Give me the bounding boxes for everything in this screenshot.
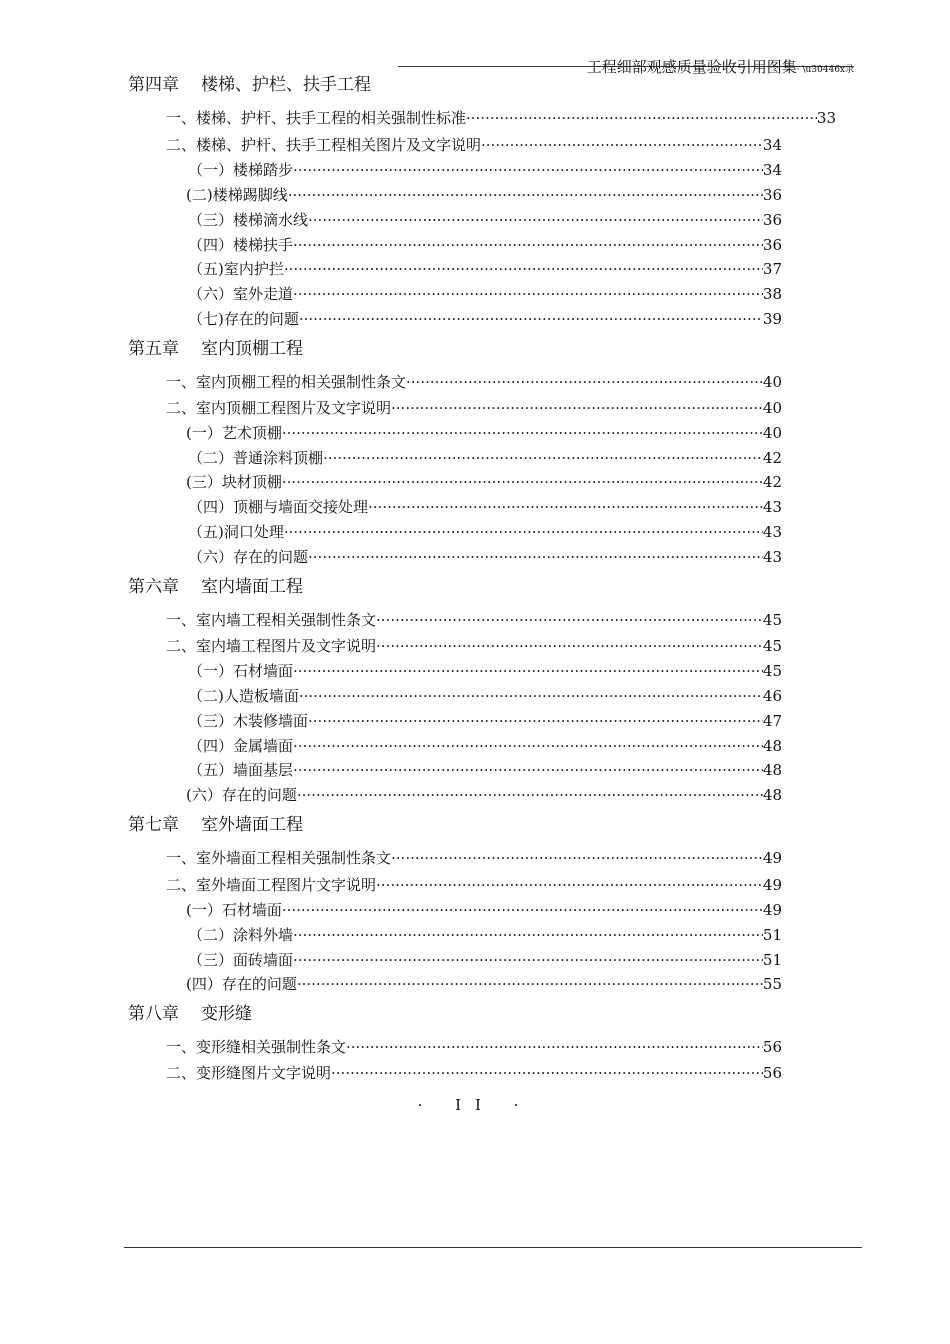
footer-rule [124,1247,862,1248]
chapter-label: 第八章 [128,1004,179,1024]
toc-entry-title: 二、楼梯、护杆、扶手工程相关图片及文字说明 [166,136,482,154]
dot-leader [391,848,763,868]
dot-leader [308,547,763,567]
dot-leader [297,974,763,994]
dot-leader [293,760,763,780]
toc-page-number: 51 [762,951,782,969]
toc-page-number: 37 [762,260,782,278]
dot-leader [288,185,763,205]
chapter-title: 室内顶棚工程 [201,339,303,359]
chapter-heading [128,338,303,360]
toc-page-number: 56 [762,1064,782,1082]
toc-entry-title: (三）块材顶棚 [186,473,282,491]
toc-entry-title: (六）存在的问题 [186,786,297,804]
toc-page-number: 49 [762,876,782,894]
toc-page-number: 45 [762,662,782,680]
toc-page-number: 46 [762,687,782,705]
toc-entry-title: 一、室外墙面工程相关强制性条文 [166,849,392,867]
toc-section-entry[interactable] [166,610,782,630]
toc-page-number: 34 [762,161,782,179]
toc-page-number: 49 [762,849,782,867]
chapter-title: 室内墙面工程 [201,577,303,597]
toc-item-entry[interactable] [188,309,782,329]
chapter-title: 楼梯、护栏、扶手工程 [201,75,371,95]
toc-page-number: 40 [762,373,782,391]
chapter-label: 第五章 [128,339,179,359]
chapter-heading [128,1003,252,1025]
toc-page-number: 33 [816,109,836,127]
toc-page-number: 39 [762,310,782,328]
chapter-label: 第四章 [128,75,179,95]
toc-item-entry[interactable] [188,686,782,706]
toc-entry-title: 一、室内墙工程相关强制性条文 [166,611,377,629]
chapter-heading [128,814,303,836]
dot-leader [293,661,763,681]
dot-leader [297,785,763,805]
dot-leader [282,900,763,920]
toc-entry-title: 二、室内顶棚工程图片及文字说明 [166,399,392,417]
toc-entry-title: （六）存在的问题 [188,548,309,566]
toc-page-number: 40 [762,399,782,417]
toc-item-entry[interactable] [186,423,782,443]
toc-entry-title: （二）普通涂料顶棚 [188,449,324,467]
toc-item-entry[interactable] [188,736,782,756]
toc-item-entry[interactable] [188,497,782,517]
toc-page-number: 47 [762,712,782,730]
toc-section-entry[interactable] [166,372,782,392]
toc-entry-title: （六）室外走道 [188,285,294,303]
toc-page-number: 42 [762,473,782,491]
toc-entry-title: 二、变形缝图片文字说明 [166,1064,332,1082]
toc-entry-title: (一）石材墙面 [186,901,282,919]
toc-entry-title: （七)存在的问题 [188,310,299,328]
toc-entry-title: 二、室外墙面工程图片文字说明 [166,876,377,894]
toc-section-entry[interactable] [166,398,782,418]
toc-entry-title: （三）面砖墙面 [188,951,294,969]
toc-item-entry[interactable] [186,900,782,920]
dot-leader [323,448,763,468]
page-number: · II · [417,1096,533,1114]
toc-item-entry[interactable] [188,235,782,255]
toc-page-number: 42 [762,449,782,467]
toc-entry-title: （一）楼梯踏步 [188,161,294,179]
dot-leader [293,160,763,180]
toc-item-entry[interactable] [188,259,782,279]
toc-entry-title: （三）木装修墙面 [188,712,309,730]
dot-leader [346,1037,763,1057]
toc-entry-title: （五)洞口处理 [188,523,284,541]
toc-item-entry[interactable] [188,210,782,230]
header-suffix: · \u30446x录 [796,65,854,75]
toc-page-number: 48 [762,761,782,779]
toc-page-number: 45 [762,611,782,629]
dot-leader [293,235,763,255]
chapter-label: 第七章 [128,815,179,835]
dot-leader [331,1063,763,1083]
toc-section-entry[interactable] [166,135,782,155]
dot-leader [466,108,817,128]
dot-leader [282,472,763,492]
toc-item-entry[interactable] [188,547,782,567]
dot-leader [299,309,763,329]
toc-item-entry[interactable] [188,950,782,970]
dot-leader [284,522,763,542]
toc-item-entry[interactable] [188,661,782,681]
dot-leader [376,636,763,656]
dot-leader [308,711,763,731]
toc-page-number: 45 [762,637,782,655]
toc-page-number: 40 [762,424,782,442]
toc-page-number: 43 [762,498,782,516]
toc-page-number: 36 [762,186,782,204]
dot-leader [308,210,763,230]
toc-section-entry[interactable] [166,1063,782,1083]
dot-leader [293,736,763,756]
toc-entry-title: 一、变形缝相关强制性条文 [166,1038,347,1056]
toc-item-entry[interactable] [188,160,782,180]
dot-leader [376,610,763,630]
toc-entry-title: （三）楼梯滴水线 [188,211,309,229]
dot-leader [376,875,763,895]
toc-entry-title: 一、室内顶棚工程的相关强制性条文 [166,373,407,391]
dot-leader [284,259,763,279]
toc-item-entry[interactable] [186,472,782,492]
chapter-heading [128,74,371,96]
toc-entry-title: (二)楼梯踢脚线 [186,186,288,204]
dot-leader [406,372,763,392]
toc-page-number: 56 [762,1038,782,1056]
toc-entry-title: 一、楼梯、护杆、扶手工程的相关强制性标准 [166,109,467,127]
toc-section-entry[interactable] [166,1037,782,1057]
toc-page-number: 38 [762,285,782,303]
toc-item-entry[interactable] [188,711,782,731]
header-title-text: 工程细部观感质量验收引用图集 [586,58,797,76]
toc-entry-title: （四）楼梯扶手 [188,236,294,254]
toc-page-number: 36 [762,236,782,254]
dot-leader [293,925,763,945]
toc-entry-title: （一）石材墙面 [188,662,294,680]
toc-entry-title: （二)人造板墙面 [188,687,299,705]
toc-section-entry[interactable] [166,848,782,868]
toc-page-number: 49 [762,901,782,919]
toc-item-entry[interactable] [186,785,782,805]
chapter-title: 室外墙面工程 [201,815,303,835]
toc-item-entry[interactable] [188,448,782,468]
toc-page-number: 48 [762,786,782,804]
toc-page-number: 48 [762,737,782,755]
toc-entry-title: （五）墙面基层 [188,761,294,779]
dot-leader [481,135,763,155]
toc-item-entry[interactable] [188,522,782,542]
toc-page-number: 55 [762,975,782,993]
dot-leader [293,950,763,970]
toc-entry-title: （四）顶棚与墙面交接处理 [188,498,369,516]
chapter-title: 变形缝 [201,1004,252,1024]
toc-item-entry[interactable] [188,925,782,945]
toc-item-entry[interactable] [186,185,782,205]
toc-entry-title: (四）存在的问题 [186,975,297,993]
toc-section-entry[interactable] [166,108,836,128]
chapter-heading [128,576,303,598]
toc-entry-title: （二）涂料外墙 [188,926,294,944]
dot-leader [368,497,763,517]
toc-entry-title: (一）艺术顶棚 [186,424,282,442]
toc-page-number: 36 [762,211,782,229]
toc-item-entry[interactable] [188,760,782,780]
dot-leader [293,284,763,304]
toc-item-entry[interactable] [186,974,782,994]
toc-entry-title: 二、室内墙工程图片及文字说明 [166,637,377,655]
toc-section-entry[interactable] [166,636,782,656]
toc-entry-title: （四）金属墙面 [188,737,294,755]
toc-page-number: 51 [762,926,782,944]
toc-entry-title: （五)室内护拦 [188,260,284,278]
header-title [587,56,854,77]
toc-section-entry[interactable] [166,875,782,895]
running-header [398,56,854,78]
chapter-label: 第六章 [128,577,179,597]
toc-item-entry[interactable] [188,284,782,304]
toc-page-number: 34 [762,136,782,154]
dot-leader [299,686,763,706]
dot-leader [282,423,763,443]
toc-page-number: 43 [762,548,782,566]
toc-page-number: 43 [762,523,782,541]
dot-leader [391,398,763,418]
